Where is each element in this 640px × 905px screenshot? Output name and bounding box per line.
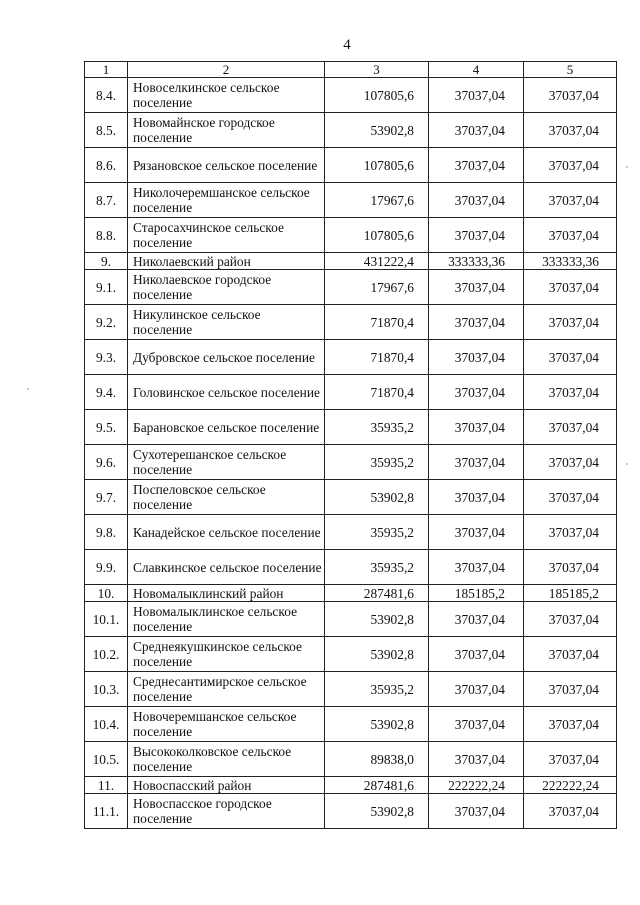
row-col3-cell: 89838,0 <box>325 742 429 777</box>
row-name-cell: Среднеякушкинское сельское поселение <box>128 637 325 672</box>
row-name-cell: Новоселкинское сельское поселение <box>128 78 325 113</box>
table-row <box>85 375 617 410</box>
row-number-cell: 9.3. <box>85 340 128 375</box>
row-col3-cell: 71870,4 <box>325 340 429 375</box>
row-col4-cell: 37037,04 <box>429 375 524 410</box>
row-col4-cell: 37037,04 <box>429 113 524 148</box>
row-col5-cell: 37037,04 <box>524 305 617 340</box>
row-col5-cell: 37037,04 <box>524 480 617 515</box>
row-name-cell: Новомалыклинский район <box>128 585 325 602</box>
row-name-cell: Рязановское сельское поселение <box>128 148 325 183</box>
row-col5-cell: 222222,24 <box>524 777 617 794</box>
row-name-cell: Николаевское городское поселение <box>128 270 325 305</box>
table-row <box>85 148 617 183</box>
row-col3-cell: 53902,8 <box>325 794 429 829</box>
table-row <box>85 340 617 375</box>
row-col3-cell: 17967,6 <box>325 270 429 305</box>
row-col3-cell: 35935,2 <box>325 515 429 550</box>
row-number-cell: 9.9. <box>85 550 128 585</box>
table-row <box>85 78 617 113</box>
header-cell-4: 4 <box>429 62 524 78</box>
row-col3-cell: 287481,6 <box>325 777 429 794</box>
row-col4-cell: 37037,04 <box>429 602 524 637</box>
row-col5-cell: 37037,04 <box>524 375 617 410</box>
row-col4-cell: 37037,04 <box>429 742 524 777</box>
row-col5-cell: 37037,04 <box>524 672 617 707</box>
row-col4-cell: 37037,04 <box>429 340 524 375</box>
row-col5-cell: 333333,36 <box>524 253 617 270</box>
row-col5-cell: 37037,04 <box>524 445 617 480</box>
row-col3-cell: 71870,4 <box>325 305 429 340</box>
table-row <box>85 270 617 305</box>
row-col5-cell: 37037,04 <box>524 602 617 637</box>
row-col5-cell: 37037,04 <box>524 270 617 305</box>
row-number-cell: 8.8. <box>85 218 128 253</box>
row-number-cell: 10. <box>85 585 128 602</box>
row-number-cell: 8.7. <box>85 183 128 218</box>
row-col3-cell: 53902,8 <box>325 707 429 742</box>
table-row <box>85 550 617 585</box>
row-number-cell: 9.1. <box>85 270 128 305</box>
row-name-cell: Новоспасский район <box>128 777 325 794</box>
row-number-cell: 11. <box>85 777 128 794</box>
row-col5-cell: 37037,04 <box>524 218 617 253</box>
row-col5-cell: 37037,04 <box>524 113 617 148</box>
row-number-cell: 11.1. <box>85 794 128 829</box>
row-number-cell: 10.1. <box>85 602 128 637</box>
row-number-cell: 10.5. <box>85 742 128 777</box>
row-number-cell: 9.4. <box>85 375 128 410</box>
row-number-cell: 9.6. <box>85 445 128 480</box>
row-col3-cell: 107805,6 <box>325 78 429 113</box>
row-name-cell: Новочеремшанское сельское поселение <box>128 707 325 742</box>
row-number-cell: 8.5. <box>85 113 128 148</box>
row-name-cell: Головинское сельское поселение <box>128 375 325 410</box>
row-col4-cell: 37037,04 <box>429 515 524 550</box>
table-row <box>85 742 617 777</box>
row-name-cell: Новомайнское городское поселение <box>128 113 325 148</box>
table-row <box>85 777 617 794</box>
row-col5-cell: 37037,04 <box>524 183 617 218</box>
row-col3-cell: 35935,2 <box>325 410 429 445</box>
row-name-cell: Дубровское сельское поселение <box>128 340 325 375</box>
table-row <box>85 585 617 602</box>
row-col3-cell: 17967,6 <box>325 183 429 218</box>
row-name-cell: Барановское сельское поселение <box>128 410 325 445</box>
table-row <box>85 515 617 550</box>
table-row <box>85 637 617 672</box>
row-col3-cell: 35935,2 <box>325 672 429 707</box>
row-col3-cell: 53902,8 <box>325 480 429 515</box>
table-row <box>85 794 617 829</box>
row-col3-cell: 107805,6 <box>325 218 429 253</box>
table-row <box>85 480 617 515</box>
row-col4-cell: 37037,04 <box>429 445 524 480</box>
table-header-row <box>85 62 617 78</box>
row-col4-cell: 37037,04 <box>429 183 524 218</box>
row-number-cell: 9.5. <box>85 410 128 445</box>
table-row <box>85 410 617 445</box>
row-name-cell: Среднесантимирское сельское поселение <box>128 672 325 707</box>
row-col4-cell: 37037,04 <box>429 218 524 253</box>
row-col4-cell: 37037,04 <box>429 270 524 305</box>
row-col4-cell: 37037,04 <box>429 305 524 340</box>
row-number-cell: 8.4. <box>85 78 128 113</box>
table-row <box>85 602 617 637</box>
allocation-table <box>84 61 617 829</box>
row-col4-cell: 37037,04 <box>429 637 524 672</box>
table-row <box>85 113 617 148</box>
row-col3-cell: 107805,6 <box>325 148 429 183</box>
table-row <box>85 218 617 253</box>
row-name-cell: Новомалыклинское сельское поселение <box>128 602 325 637</box>
row-col4-cell: 222222,24 <box>429 777 524 794</box>
row-col5-cell: 37037,04 <box>524 707 617 742</box>
row-number-cell: 9.2. <box>85 305 128 340</box>
row-col5-cell: 37037,04 <box>524 515 617 550</box>
row-col5-cell: 37037,04 <box>524 78 617 113</box>
row-col5-cell: 37037,04 <box>524 794 617 829</box>
table-row <box>85 253 617 270</box>
row-col3-cell: 35935,2 <box>325 550 429 585</box>
row-number-cell: 10.4. <box>85 707 128 742</box>
row-col3-cell: 53902,8 <box>325 637 429 672</box>
table-row <box>85 305 617 340</box>
row-col3-cell: 35935,2 <box>325 445 429 480</box>
row-col5-cell: 37037,04 <box>524 550 617 585</box>
row-col4-cell: 185185,2 <box>429 585 524 602</box>
row-number-cell: 9.7. <box>85 480 128 515</box>
row-col4-cell: 333333,36 <box>429 253 524 270</box>
row-col5-cell: 37037,04 <box>524 637 617 672</box>
row-name-cell: Николаевский район <box>128 253 325 270</box>
row-name-cell: Никулинское сельское поселение <box>128 305 325 340</box>
row-col3-cell: 53902,8 <box>325 113 429 148</box>
row-col4-cell: 37037,04 <box>429 78 524 113</box>
header-cell-5: 5 <box>524 62 617 78</box>
row-name-cell: Поспеловское сельское поселение <box>128 480 325 515</box>
row-number-cell: 8.6. <box>85 148 128 183</box>
page-number: 4 <box>343 37 351 53</box>
row-col3-cell: 53902,8 <box>325 602 429 637</box>
row-number-cell: 10.2. <box>85 637 128 672</box>
row-col4-cell: 37037,04 <box>429 480 524 515</box>
row-name-cell: Славкинское сельское поселение <box>128 550 325 585</box>
header-cell-3: 3 <box>325 62 429 78</box>
row-col4-cell: 37037,04 <box>429 672 524 707</box>
row-col4-cell: 37037,04 <box>429 148 524 183</box>
header-cell-2: 2 <box>128 62 325 78</box>
table-body <box>85 62 617 829</box>
table-row <box>85 672 617 707</box>
table-row <box>85 445 617 480</box>
row-col5-cell: 37037,04 <box>524 742 617 777</box>
row-number-cell: 10.3. <box>85 672 128 707</box>
row-col4-cell: 37037,04 <box>429 707 524 742</box>
row-col5-cell: 37037,04 <box>524 410 617 445</box>
table-row <box>85 707 617 742</box>
scan-speck <box>27 388 29 390</box>
row-name-cell: Высококолковское сельское поселение <box>128 742 325 777</box>
row-col4-cell: 37037,04 <box>429 550 524 585</box>
row-name-cell: Канадейское сельское поселение <box>128 515 325 550</box>
scan-speck <box>626 166 628 168</box>
row-col4-cell: 37037,04 <box>429 794 524 829</box>
row-col3-cell: 71870,4 <box>325 375 429 410</box>
row-col4-cell: 37037,04 <box>429 410 524 445</box>
scan-speck <box>626 463 628 465</box>
row-number-cell: 9.8. <box>85 515 128 550</box>
row-name-cell: Николочеремшанское сельское поселение <box>128 183 325 218</box>
row-number-cell: 9. <box>85 253 128 270</box>
row-col5-cell: 37037,04 <box>524 148 617 183</box>
table-row <box>85 183 617 218</box>
row-col5-cell: 37037,04 <box>524 340 617 375</box>
row-name-cell: Старосахчинское сельское поселение <box>128 218 325 253</box>
row-col3-cell: 431222,4 <box>325 253 429 270</box>
header-cell-1: 1 <box>85 62 128 78</box>
row-name-cell: Сухотерешанское сельское поселение <box>128 445 325 480</box>
row-col5-cell: 185185,2 <box>524 585 617 602</box>
row-col3-cell: 287481,6 <box>325 585 429 602</box>
row-name-cell: Новоспасское городское поселение <box>128 794 325 829</box>
